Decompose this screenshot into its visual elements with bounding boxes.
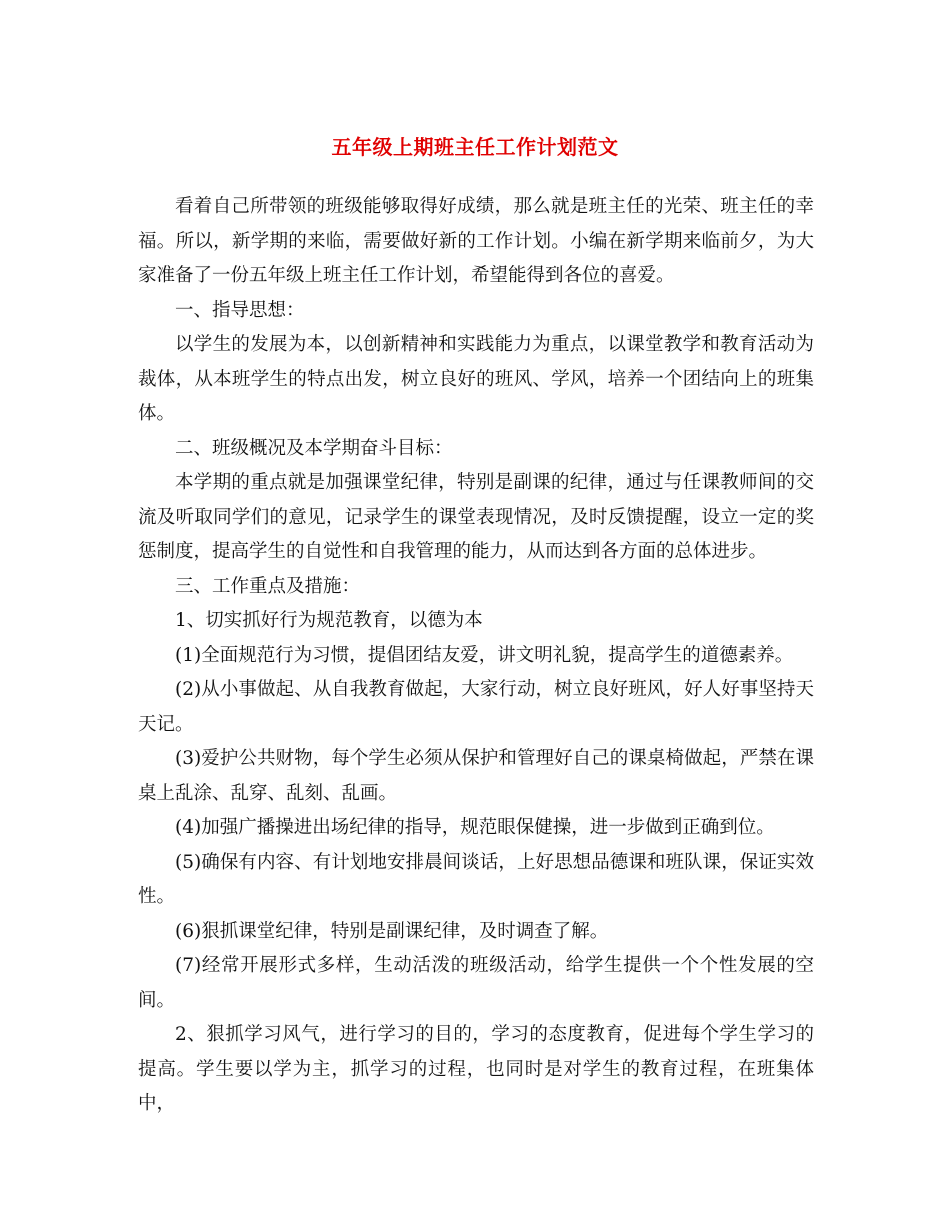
document-body <box>138 190 814 1122</box>
list-item: (6)狠抓课堂纪律，特别是副课纪律，及时调查了解。 <box>175 920 609 942</box>
section-heading-guiding-ideology: 一、指导思想： <box>175 299 305 321</box>
subheading-study-atmosphere: 2、狠抓学习风气，进行学习的目的，学习的态度教育，促进每个学生学习的提高。学生要以学为主，抓学习的过程，也同时是对学生的教育过程，在班集体中， <box>138 1024 814 1114</box>
list-item: (5)确保有内容、有计划地安排晨间谈话，上好思想品德课和班队课，保证实效性。 <box>138 851 814 907</box>
list-item: (4)加强广播操进出场纪律的指导，规范眼保健操，进一步做到正确到位。 <box>175 817 775 838</box>
list-item: (3)爱护公共财物，每个学生必须从保护和管理好自己的课桌椅做起，严禁在课桌上乱涂、乱穿、乱刻、乱画。 <box>138 748 814 804</box>
section-heading-class-overview: 二、班级概况及本学期奋斗目标： <box>175 437 453 459</box>
list-item: (1)全面规范行为习惯，提倡团结友爱，讲文明礼貌，提高学生的道德素养。 <box>175 644 794 666</box>
list-item: (7)经常开展形式多样，生动活泼的班级活动，给学生提供一个个性发展的空间。 <box>138 955 814 1011</box>
document-title: 五年级上期班主任工作计划范文 <box>331 135 619 160</box>
section-heading-work-focus: 三、工作重点及措施： <box>175 575 361 597</box>
guiding-ideology-paragraph: 以学生的发展为本，以创新精神和实践能力为重点，以课堂教学和教育活动为裁体，从本班学生的特点出发，树立良好的班风、学风，培养一个团结向上的班集体。 <box>138 334 814 424</box>
list-item: (2)从小事做起、从自我教育做起，大家行动，树立良好班风，好人好事坚持天天记。 <box>138 679 814 735</box>
subheading-behavior-education: 1、切实抓好行为规范教育，以德为本 <box>175 610 483 631</box>
class-overview-paragraph: 本学期的重点就是加强课堂纪律，特别是副课的纪律，通过与任课教师间的交流及听取同学们的意见，记录学生的课堂表现情况，及时反馈提醒，设立一定的奖惩制度，提高学生的自觉性和自我管理的能力，从而达到各方面的总体进步。 <box>138 472 814 562</box>
intro-paragraph: 看着自己所带领的班级能够取得好成绩，那么就是班主任的光荣、班主任的幸福。所以，新学期的来临，需要做好新的工作计划。小编在新学期来临前夕，为大家准备了一份五年级上班主任工作计划，希望能得到各位的喜爱。 <box>138 196 814 286</box>
